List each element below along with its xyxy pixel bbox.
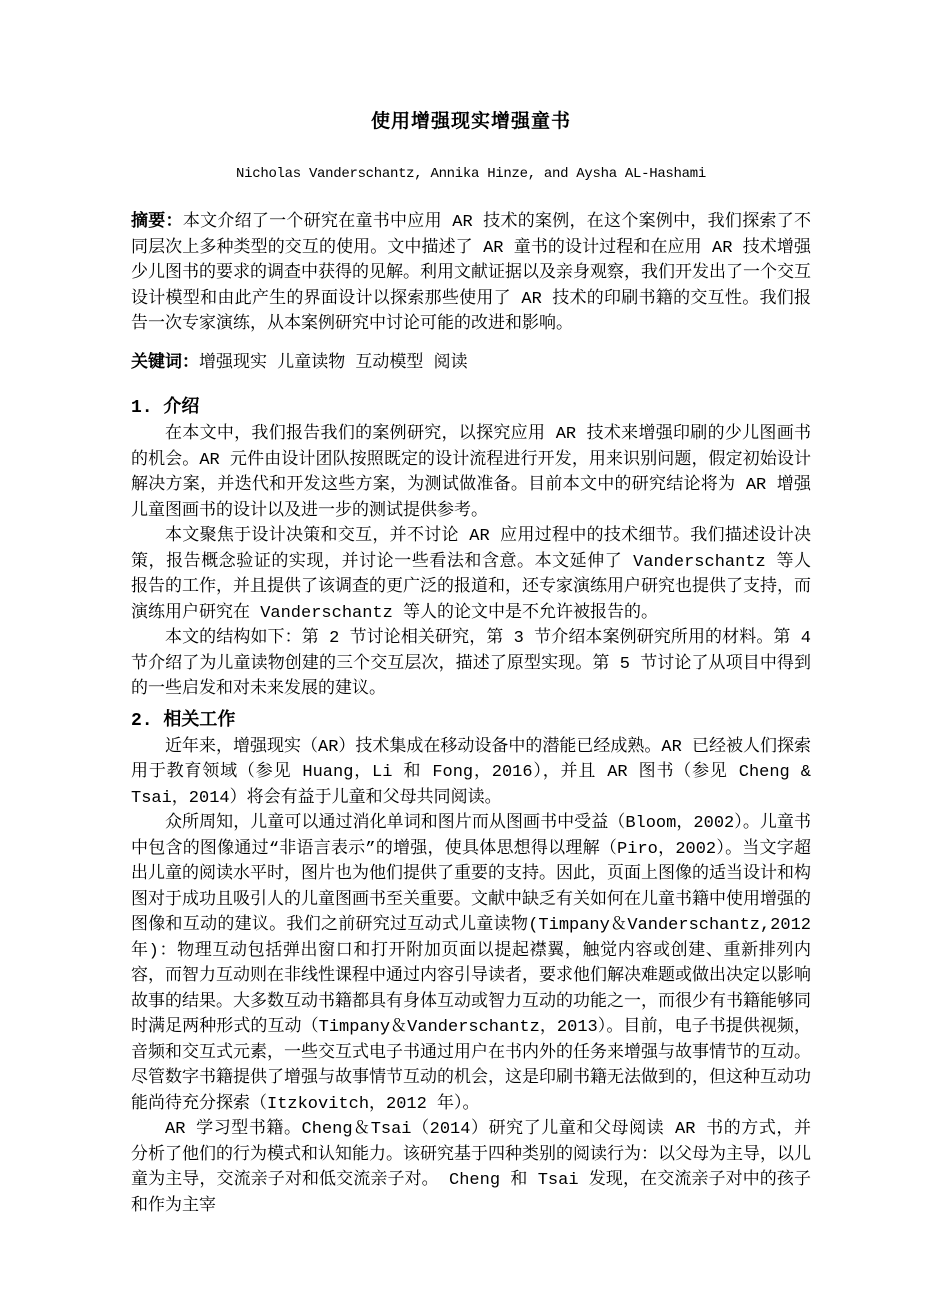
abstract bbox=[131, 210, 811, 338]
section-1-paragraph-2: 本文聚焦于设计决策和交互，并不讨论 AR 应用过程中的技术细节。我们描述设计决策，报告概念验证的实现，并讨论一些看法和含意。本文延伸了 Vanderschantz 等人报告的工作，并且提供了该调查的更广泛的报道和，还专家演练用户研究也提供了支持，而演练用户研究在 Vanderschantz 等人的论文中是不允许被报告的。 bbox=[131, 527, 811, 623]
section-2-paragraph-2: 众所周知，儿童可以通过消化单词和图片而从图画书中受益（Bloom，2002）。儿童书中包含的图像通过“非语言表示”的增强，使具体思想得以理解（Piro，2002）。当文字超出儿童的阅读水平时，图片也为他们提供了重要的支持。因此，页面上图像的适当设计和构图对于成功且吸引人的儿童图画书至关重要。文献中缺乏有关如何在儿童书籍中使用增强的图像和互动的建议。我们之前研究过互动式儿童读物(Timpany＆Vanderschantz,2012 年)：物理互动包括弹出窗口和打开附加页面以提起襟翼，触觉内容或创建、重新排列内容，而智力互动则在非线性课程中通过内容引导读者，要求他们解决难题或做出决定以影响故事的结果。大多数互动书籍都具有身体互动或智力互动的功能之一，而很少有书籍能够同时满足两种形式的互动（Timpany＆Vanderschantz，2013）。目前，电子书提供视频，音频和交互式元素，一些交互式电子书通过用户在书内外的任务来增强与故事情节的互动。尽管数字书籍提供了增强与故事情节互动的机会，这是印刷书籍无法做到的，但这种互动功能尚待充分探索（Itzkovitch，2012 年）。 bbox=[131, 814, 811, 1114]
section-2-heading: 2. 相关工作 bbox=[131, 710, 236, 731]
keywords-label: 关键词： bbox=[131, 353, 199, 373]
abstract-text: 本文介绍了一个研究在童书中应用 AR 技术的案例，在这个案例中，我们探索了不同层次上多种类型的交互的使用。文中描述了 AR 童书的设计过程和在应用 AR 技术增强少儿图书的要求的调查中获得的见解。利用文献证据以及亲身观察，我们开发出了一个交互设计模型和由此产生的界面设计以探索那些使用了 AR 技术的印刷书籍的交互性。我们报告一次专家演练，从本案例研究中讨论可能的改进和影响。 bbox=[131, 213, 812, 334]
paper-authors: Nicholas Vanderschantz, Annika Hinze, and Aysha AL-Hashami bbox=[236, 166, 706, 182]
section-1-paragraph-3: 本文的结构如下：第 2 节讨论相关研究，第 3 节介绍本案例研究所用的材料。第 4 节介绍了为儿童读物创建的三个交互层次，描述了原型实现。第 5 节讨论了从项目中得到的一些启发和对未来发展的建议。 bbox=[131, 629, 811, 699]
section-1-paragraph-1: 在本文中，我们报告我们的案例研究，以探究应用 AR 技术来增强印刷的少儿图画书的机会。AR 元件由设计团队按照既定的设计流程进行开发，用来识别问题，假定初始设计解决方案，并迭代和开发这些方案，为测试做准备。目前本文中的研究结论将为 AR 增强儿童图画书的设计以及进一步的测试提供参考。 bbox=[131, 425, 811, 521]
keywords-text: 增强现实 儿童读物 互动模型 阅读 bbox=[199, 353, 468, 373]
section-2-paragraph-3-clipped: AR 学习型书籍。Cheng＆Tsai（2014）研究了儿童和父母阅读 AR 书的方式，并分析了他们的行为模式和认知能力。该研究基于四种类别的阅读行为：以父母为主导，以儿童为主导，交流亲子对和低交流亲子对。 Cheng 和 Tsai 发现，在交流亲子对中的孩子和作为主宰 bbox=[131, 1120, 811, 1216]
paper-title: 使用增强现实增强童书 bbox=[370, 111, 571, 133]
section-1-heading: 1. 介绍 bbox=[131, 398, 200, 418]
keywords bbox=[131, 351, 811, 377]
abstract-label: 摘要： bbox=[131, 213, 183, 232]
section-2-paragraph-1: 近年来，增强现实（AR）技术集成在移动设备中的潜能已经成熟。AR 已经被人们探索用于教育领域（参见 Huang，Li 和 Fong，2016），并且 AR 图书（参见 Cheng & Tsai，2014）将会有益于儿童和父母共同阅读。 bbox=[131, 737, 812, 808]
